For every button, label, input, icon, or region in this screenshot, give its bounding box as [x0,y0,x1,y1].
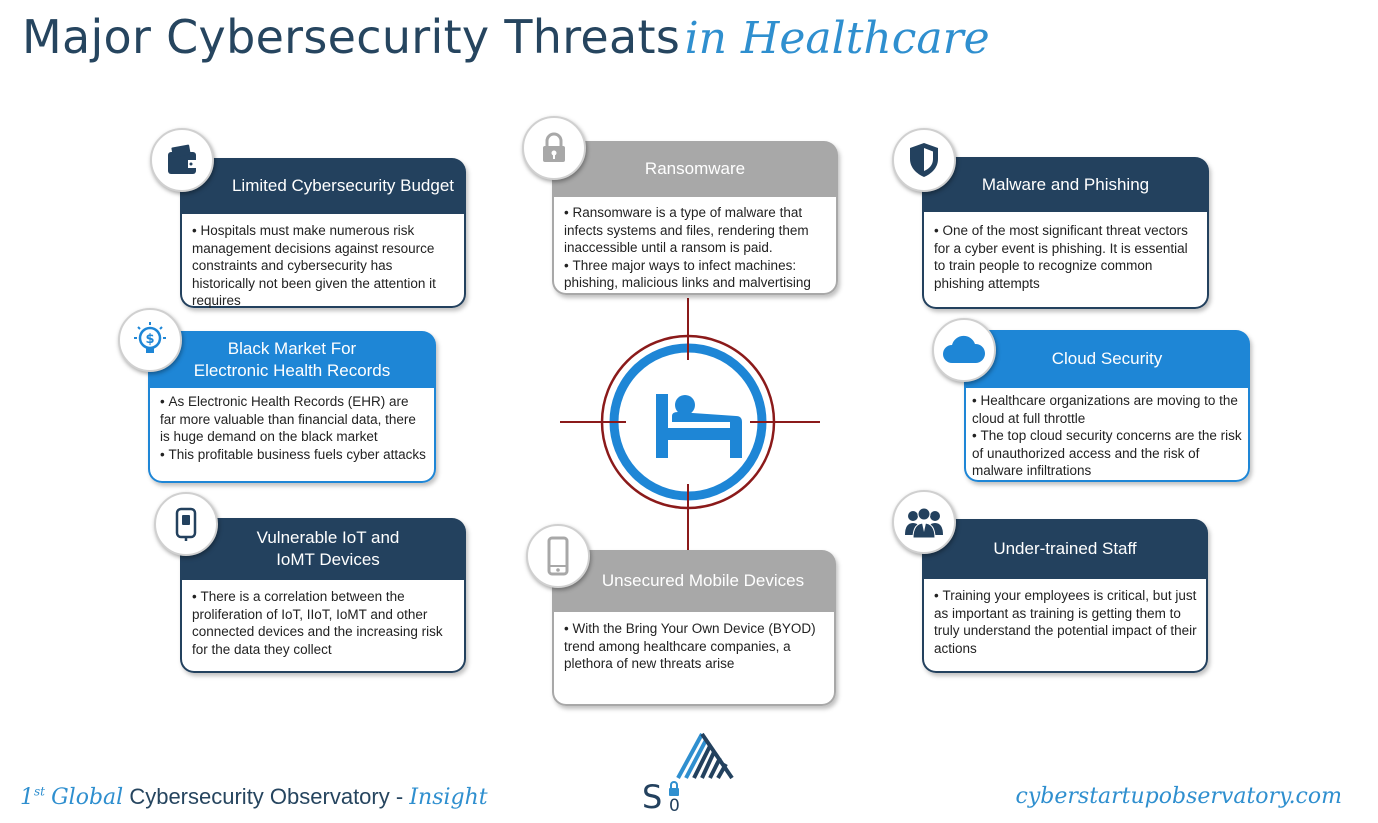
hospital-bed-target-icon [560,298,820,550]
bullet: • There is a correlation between the proliferation of IoT, IIoT, IoMT and other connected devices and the increasing risk for the data they collect [192,588,458,658]
bullet: • This profitable business fuels cyber attacks [160,446,428,464]
footer-dash: - [395,784,404,809]
footer-org: Cybersecurity Observatory [129,784,390,809]
logo-letter: S [642,778,663,816]
bullet: • Training your employees is critical, but just as important as training is getting them to truly understand the potential impact of their actions [934,587,1200,657]
card-title: Limited Cybersecurity Budget [180,158,466,214]
title-script: in Healthcare [684,13,990,64]
bullet: • Healthcare organizations are moving to the cloud at full throttle [972,392,1242,427]
card-body [180,580,466,673]
card-title: Vulnerable IoT and IoMT Devices [180,518,466,580]
card-title: Unsecured Mobile Devices [552,550,836,612]
card-ransomware [552,141,838,295]
card-title: Black Market For Electronic Health Records [148,331,436,388]
footer-ordinal: 1 [20,785,34,810]
card-title: Ransomware [552,141,838,197]
card-body [180,214,466,308]
bullet: • The top cloud security concerns are the risk of unauthorized access and the risk of malware infiltrations [972,427,1242,480]
footer-global: Global [51,785,124,810]
card-body [552,612,836,706]
footer-ordinal-suffix: st [34,784,45,799]
footer-url[interactable]: cyberstartupobservatory.com [1015,784,1342,809]
page-title [22,10,990,64]
card-body [964,388,1250,482]
bullet: • Three major ways to infect machines: phishing, malicious links and malvertising [564,257,830,292]
card-title: Cloud Security [964,330,1250,388]
card-body [922,579,1208,673]
people-group-icon [892,490,956,554]
bullet: • As Electronic Health Records (EHR) are far more valuable than financial data, there is huge demand on the black market [160,393,428,446]
card-title: Under-trained Staff [922,519,1208,579]
card-black-market [148,331,436,483]
title-main: Major Cybersecurity Threats [22,10,681,64]
bullet: • With the Bring Your Own Device (BYOD) trend among healthcare companies, a plethora of new threats arise [564,620,828,673]
card-title: Malware and Phishing [922,157,1209,212]
smartphone-icon [526,524,590,588]
bullet: • Hospitals must make numerous risk management decisions against resource constraints and cybersecurity has historically not been given the attention it requires [192,222,458,310]
footer-tagline [20,784,488,810]
card-limited-budget [180,158,466,308]
card-vulnerable-iot [180,518,466,673]
logo-sub: 0 [669,796,680,816]
medical-device-icon [154,492,218,556]
dollar-bulb-icon [118,308,182,372]
footer-insight: Insight [409,785,488,810]
svg-text:$: $ [145,332,155,347]
card-under-trained-staff [922,519,1208,673]
card-malware-phishing [922,157,1209,309]
card-cloud-security [964,330,1250,482]
bullet: • Ransomware is a type of malware that infects systems and files, rendering them inaccessible until a ransom is paid. [564,204,830,257]
padlock-icon [522,116,586,180]
card-body [148,388,436,483]
logo [640,732,740,821]
card-body [922,212,1209,309]
card-unsecured-mobile [552,550,836,706]
cloud-icon [932,318,996,382]
card-body [552,197,838,295]
bullet: • One of the most significant threat vectors for a cyber event is phishing. It is essential to train people to recognize common phishing attempts [934,222,1201,292]
shield-icon [892,128,956,192]
wallet-icon [150,128,214,192]
